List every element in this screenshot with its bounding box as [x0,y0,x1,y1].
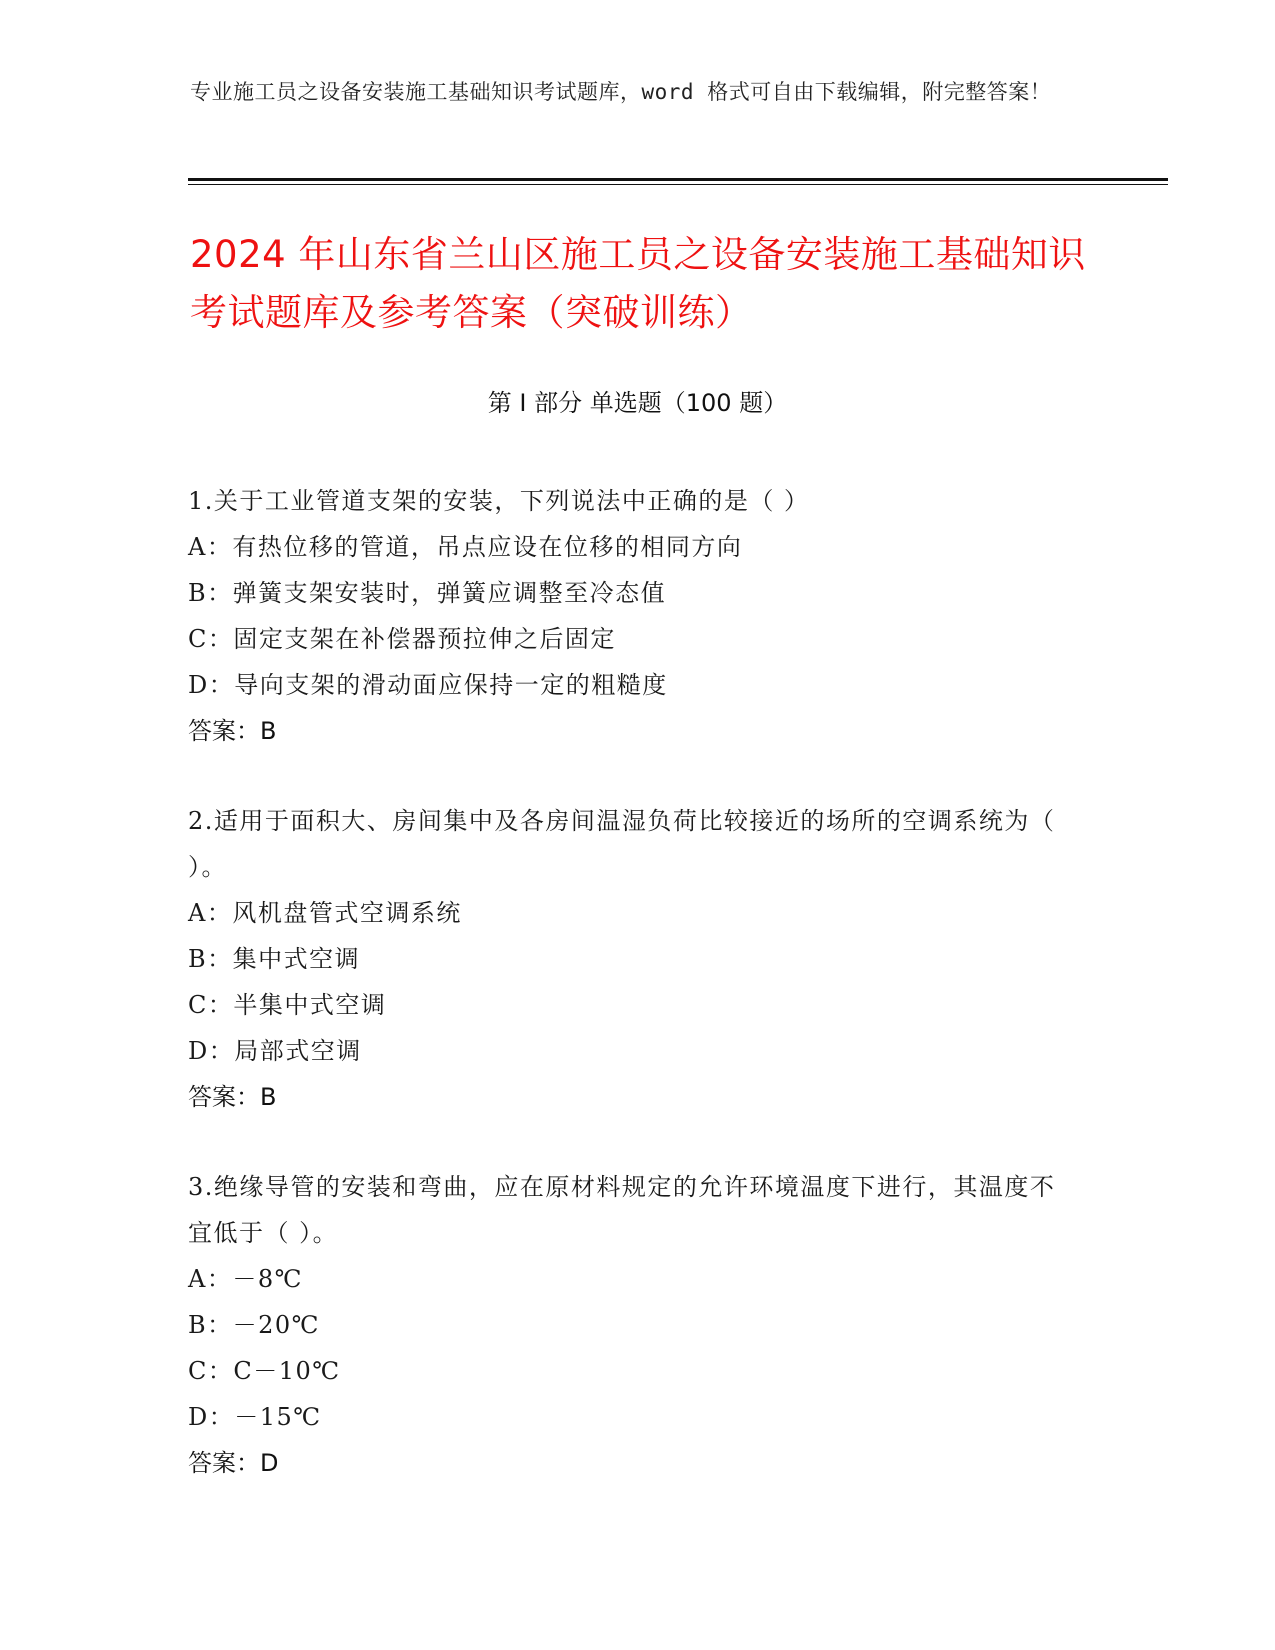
question-stem: 3.绝缘导管的安装和弯曲，应在原材料规定的允许环境温度下进行，其温度不宜低于（ ）。 [188,1173,1056,1247]
question-3 [188,1164,1068,1486]
option-d: D：局部式空调 [188,1037,362,1065]
option-b: B：集中式空调 [188,945,361,973]
option-d: D：－15℃ [188,1403,322,1431]
option-a: A：风机盘管式空调系统 [188,899,462,927]
header-divider-thin [188,184,1168,185]
answer: 答案：D [188,1449,279,1477]
question-1 [188,478,1068,754]
option-b: B：－20℃ [188,1311,321,1339]
answer: 答案：B [188,1083,277,1111]
option-a: A：－8℃ [188,1265,303,1293]
option-a: A：有热位移的管道，吊点应设在位移的相同方向 [188,533,743,561]
answer: 答案：B [188,717,277,745]
option-d: D：导向支架的滑动面应保持一定的粗糙度 [188,671,668,699]
option-c: C：固定支架在补偿器预拉伸之后固定 [188,625,616,653]
question-stem: 1.关于工业管道支架的安装，下列说法中正确的是（ ） [188,487,810,515]
header-note: 专业施工员之设备安装施工基础知识考试题库，word 格式可自由下载编辑，附完整答案！ [190,80,1052,104]
question-2 [188,798,1068,1120]
header-divider-thick [188,178,1168,181]
question-stem: 2.适用于面积大、房间集中及各房间温湿负荷比较接近的场所的空调系统为（ ）。 [188,807,1056,881]
option-b: B：弹簧支架安装时，弹簧应调整至冷态值 [188,579,667,607]
question-list [188,478,1068,1530]
option-c: C：半集中式空调 [188,991,387,1019]
section-title: 第 I 部分 单选题（100 题） [487,389,788,417]
document-title: 2024 年山东省兰山区施工员之设备安装施工基础知识考试题库及参考答案（突破训练） [190,233,1086,334]
option-c: C：C－10℃ [188,1357,341,1385]
